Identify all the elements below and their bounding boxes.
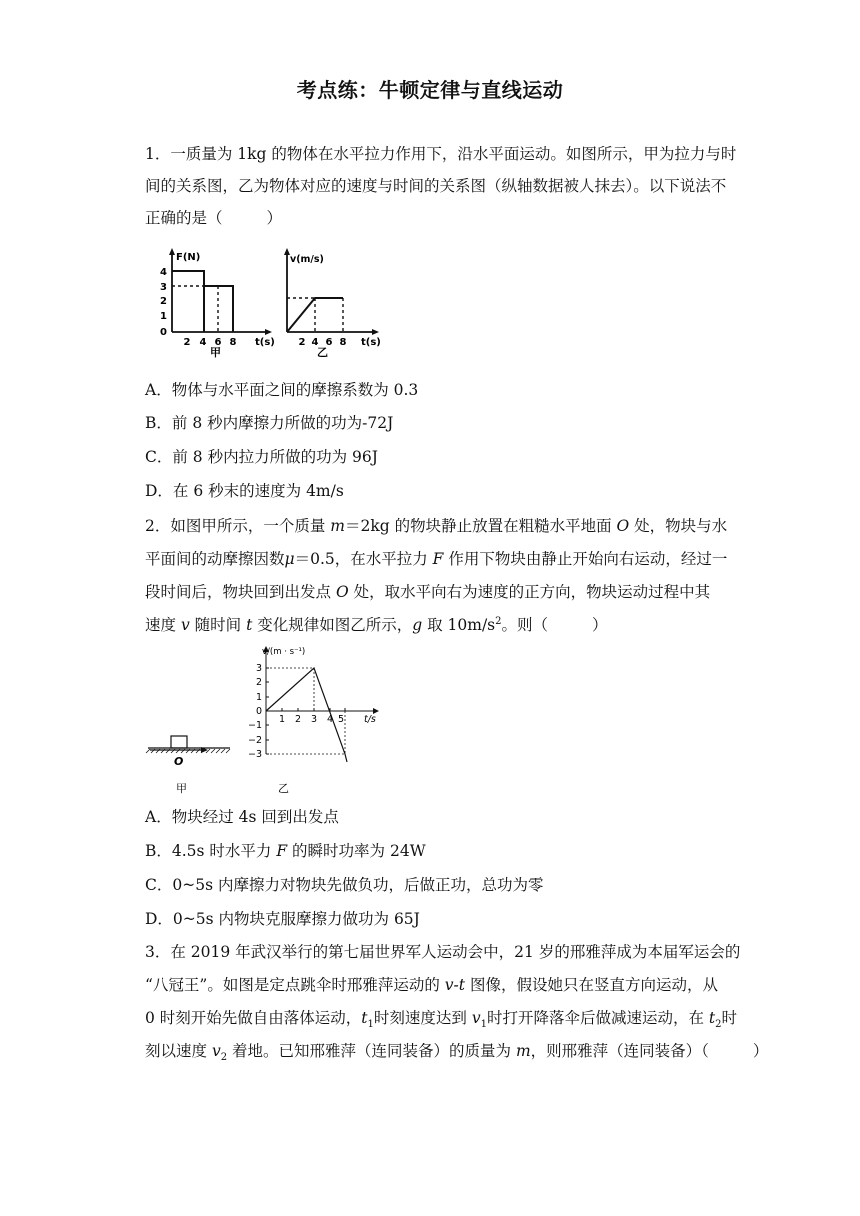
text: 0 时刻开始先做自由落体运动，	[145, 1009, 362, 1027]
q2-stem-line-4	[145, 613, 608, 635]
subscript: 1	[480, 1019, 487, 1031]
var-O: O	[616, 517, 630, 535]
ytick-3: 3	[160, 282, 167, 293]
xtick-1: 1	[278, 714, 286, 725]
origin-label: O	[174, 755, 184, 768]
subscript: 1	[367, 1019, 374, 1031]
var-m: m	[515, 1042, 531, 1060]
q2-option-a: A．物块经过 4s 回到出发点	[145, 808, 339, 826]
q2-stem-line-1	[145, 514, 727, 536]
text: 取 10m/s	[422, 616, 496, 634]
text: ）	[592, 616, 608, 634]
q3-stem-line-2	[145, 973, 718, 995]
ylabel: F(N)	[176, 252, 201, 263]
ytick-4: 4	[160, 267, 167, 278]
force-line	[172, 271, 233, 332]
text: 平面间的动摩擦因数	[145, 550, 285, 568]
ytick-0: 0	[160, 327, 167, 338]
velocity-line	[287, 298, 343, 332]
xtick-4: 4	[326, 714, 334, 725]
text: ＝0.5，在水平拉力	[294, 550, 433, 568]
q2-figure-yi	[240, 640, 390, 800]
xtick-2: 2	[183, 337, 191, 348]
var-F: F	[276, 842, 288, 860]
q2-figure-jia	[140, 722, 240, 798]
xtick-2: 2	[294, 714, 302, 725]
q3-stem-line-3	[145, 1006, 737, 1030]
xtick-6: 6	[325, 337, 333, 348]
q1-option-b: B．前 8 秒内摩擦力所做的功为-72J	[145, 414, 394, 432]
superscript: 2	[495, 615, 502, 627]
ytick-2: 2	[160, 296, 167, 307]
text: 时打开降落伞后做减速运动，在	[486, 1009, 709, 1027]
var-v: v	[180, 616, 190, 634]
xtick-8: 8	[229, 337, 237, 348]
xtick-4: 4	[199, 337, 207, 348]
q1-stem-line-3	[145, 206, 282, 228]
var-v1: v	[471, 1009, 481, 1027]
y-axis-arrow	[169, 248, 175, 255]
xtick-2: 2	[298, 337, 306, 348]
text: 着地。已知邢雅萍（连同装备）的质量为	[227, 1042, 516, 1060]
q1-figure-yi	[275, 246, 390, 358]
xtick-4: 4	[311, 337, 319, 348]
x-axis-arrow	[372, 329, 379, 335]
ytick-neg2: −2	[247, 735, 262, 746]
xlabel: t/s	[364, 714, 376, 725]
ytick-1: 1	[160, 311, 167, 322]
var-t: t	[246, 616, 253, 634]
ylabel: v/(m · s⁻¹)	[262, 647, 306, 657]
caption: 甲	[176, 782, 187, 795]
q1-option-d: D．在 6 秒末的速度为 4m/s	[145, 482, 344, 500]
text: 2．如图甲所示，一个质量	[145, 517, 331, 535]
xlabel: t(s)	[361, 337, 381, 348]
q2-option-d: D．0~5s 内物块克服摩擦力做功为 65J	[145, 910, 420, 928]
text: 的瞬时功率为 24W	[287, 842, 426, 860]
xtick-3: 3	[310, 714, 318, 725]
ytick-2: 2	[255, 677, 262, 688]
xtick-8: 8	[339, 337, 347, 348]
ylabel: v(m/s)	[290, 254, 324, 265]
var-v2: v	[211, 1042, 221, 1060]
caption: 甲	[210, 346, 221, 358]
q3-stem-line-1: 3．在 2019 年武汉举行的第七届世界军人运动会中，21 岁的邢雅萍成为本届军运会的	[145, 943, 741, 961]
var-t2: t	[708, 1009, 716, 1027]
q1-option-a: A．物体与水平面之间的摩擦系数为 0.3	[145, 381, 419, 399]
caption: 乙	[278, 782, 289, 795]
text: B．4.5s 时水平力	[145, 842, 277, 860]
text: ）	[752, 1042, 769, 1060]
q1-figure-jia	[150, 246, 275, 358]
var-O: O	[335, 583, 349, 601]
var-t1: t	[361, 1009, 368, 1027]
block	[171, 736, 187, 748]
text: 处，取水平向右为速度的正方向，物块运动过程中其	[348, 583, 711, 601]
ytick-neg1: −1	[247, 720, 262, 731]
text: 速度	[145, 616, 181, 634]
text: “八冠王”。如图是定点跳伞时邢雅萍运动的	[145, 976, 445, 994]
q2-stem-line-3	[145, 580, 710, 602]
text: ，则邢雅萍（连同装备）（	[530, 1042, 709, 1060]
text: 时刻速度达到	[373, 1009, 472, 1027]
var-g: g	[412, 616, 423, 634]
var-vt: v-t	[444, 976, 466, 994]
text: 段时间后，物块回到出发点	[145, 583, 336, 601]
text: 作用下物块由静止开始向右运动，经过一	[443, 550, 728, 568]
var-m: m	[330, 517, 345, 535]
q2-option-b	[145, 839, 426, 861]
ytick-3: 3	[255, 663, 262, 674]
text: 图像，假设她只在竖直方向运动，从	[465, 976, 718, 994]
text: 变化规律如图乙所示，	[252, 616, 413, 634]
q1-stem-close: ）	[266, 209, 283, 227]
text: ＝2kg 的物块静止放置在粗糙水平地面	[345, 517, 617, 535]
q2-stem-line-2	[145, 547, 727, 569]
subscript: 2	[715, 1019, 722, 1031]
text: 刻以速度	[145, 1042, 212, 1060]
q1-stem-line-1: 1．一质量为 1kg 的物体在水平拉力作用下，沿水平面运动。如图所示，甲为拉力与时	[145, 145, 737, 163]
q1-stem-line-2: 间的关系图，乙为物体对应的速度与时间的关系图（纵轴数据被人抹去）。以下说法不	[145, 177, 727, 195]
var-F: F	[432, 550, 444, 568]
text: 时	[721, 1009, 738, 1027]
q1-option-c: C．前 8 秒内拉力所做的功为 96J	[145, 448, 378, 466]
xtick-5: 5	[337, 714, 345, 725]
subscript: 2	[220, 1052, 228, 1064]
var-mu: μ	[284, 550, 295, 568]
page-title: 考点练：牛顿定律与直线运动	[296, 78, 564, 102]
text: 。则（	[501, 616, 549, 634]
q2-option-c: C．0~5s 内摩擦力对物块先做负功，后做正功，总功为零	[145, 876, 544, 894]
q1-stem-text: 正确的是（	[145, 209, 223, 227]
ytick-1: 1	[255, 692, 262, 703]
xtick-6: 6	[214, 337, 222, 348]
ytick-neg3: −3	[247, 749, 262, 760]
caption: 乙	[317, 346, 328, 358]
q3-stem-line-4	[145, 1039, 768, 1063]
text: 随时间	[189, 616, 247, 634]
x-axis-arrow	[265, 329, 272, 335]
ytick-0: 0	[255, 706, 262, 717]
text: 处，物块与水	[629, 517, 728, 535]
xlabel: t(s)	[255, 337, 275, 348]
